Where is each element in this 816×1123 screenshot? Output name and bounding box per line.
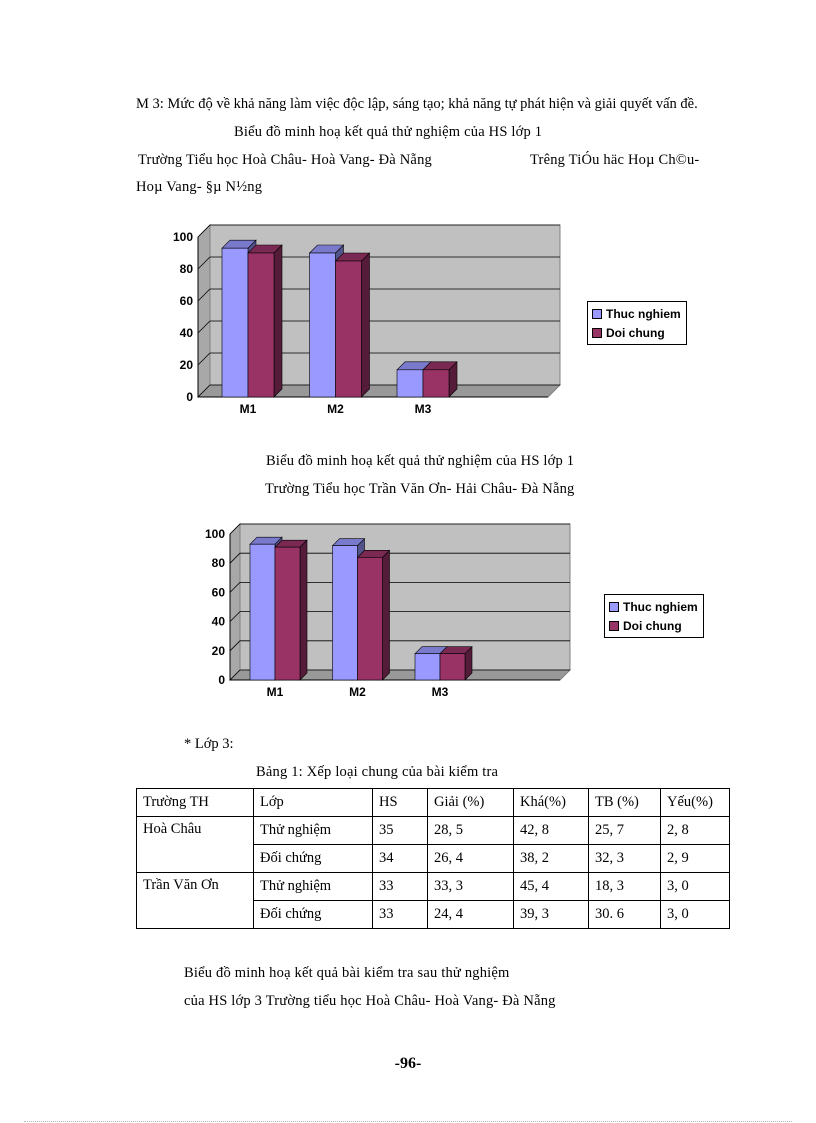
y-tick-label: 40 bbox=[179, 326, 193, 340]
table-cell: Thử nghiệm bbox=[254, 817, 373, 845]
chart-2-legend bbox=[604, 594, 704, 638]
bar bbox=[358, 557, 383, 680]
grade-table bbox=[136, 788, 730, 929]
bar bbox=[415, 654, 440, 680]
legend-swatch-thuc-nghiem bbox=[592, 309, 602, 319]
page-number: -96- bbox=[394, 1055, 422, 1072]
table-row bbox=[137, 817, 730, 845]
bar-side bbox=[362, 253, 370, 397]
bar-side bbox=[274, 245, 282, 397]
bar bbox=[397, 370, 423, 397]
school-cell: Hoà Châu bbox=[137, 817, 254, 873]
table-cell: 33 bbox=[373, 901, 428, 929]
chart-side-wall bbox=[230, 524, 240, 680]
y-tick-label: 80 bbox=[179, 262, 193, 276]
chart-side-wall bbox=[198, 225, 210, 397]
bar bbox=[333, 546, 358, 680]
x-tick-label: M3 bbox=[414, 402, 432, 416]
bar-chart-2-plot bbox=[190, 516, 590, 706]
legend-label-thuc-nghiem: Thuc nghiem bbox=[606, 306, 681, 321]
chart2-caption-line1: Biểu đồ minh hoạ kết quả thử nghiệm của HS lớp 1 bbox=[266, 453, 575, 469]
x-tick-label: M2 bbox=[327, 402, 344, 416]
chart1-caption-line2-right: Trêng TiÓu häc Hoµ Ch©u- bbox=[530, 152, 700, 168]
chart2-caption-line2: Trường Tiểu học Trần Văn Ơn- Hải Châu- Đà Nẵng bbox=[265, 481, 575, 497]
table-cell: 35 bbox=[373, 817, 428, 845]
table-cell: 3, 0 bbox=[661, 901, 730, 929]
table-cell: Đối chứng bbox=[254, 845, 373, 873]
page-bottom-rule bbox=[24, 1121, 792, 1122]
table-cell: 34 bbox=[373, 845, 428, 873]
bar-chart-1-plot bbox=[160, 215, 580, 430]
bottom-caption-line1: Biểu đồ minh hoạ kết quả bài kiểm tra sau thử nghiệm bbox=[184, 965, 510, 981]
y-tick-label: 80 bbox=[211, 556, 225, 571]
legend-swatch-thuc-nghiem bbox=[609, 602, 619, 612]
bar bbox=[336, 261, 362, 397]
table-cell: 2, 9 bbox=[661, 845, 730, 873]
table-cell: 25, 7 bbox=[589, 817, 661, 845]
bar-chart-2 bbox=[190, 516, 590, 706]
class-3-section-label: * Lớp 3: bbox=[184, 736, 234, 752]
legend-label-doi-chung: Doi chung bbox=[623, 618, 682, 633]
y-tick-label: 20 bbox=[179, 358, 193, 372]
bar bbox=[440, 654, 465, 680]
table-cell: 3, 0 bbox=[661, 873, 730, 901]
chart-1-legend bbox=[587, 301, 687, 345]
table-cell: Đối chứng bbox=[254, 901, 373, 929]
table-cell: 30. 6 bbox=[589, 901, 661, 929]
y-tick-label: 20 bbox=[211, 643, 225, 658]
y-tick-label: 100 bbox=[204, 527, 225, 541]
section-heading: M 3: Mức độ về khả năng làm việc độc lập, sáng tạo; khả năng tự phát hiện và giải quyết vấn đề. bbox=[136, 96, 698, 112]
legend-swatch-doi-chung bbox=[592, 328, 602, 338]
x-tick-label: M1 bbox=[266, 685, 284, 699]
bar bbox=[423, 370, 449, 397]
header-kha: Khá(%) bbox=[514, 789, 589, 817]
header-gioi: Giải (%) bbox=[428, 789, 514, 817]
y-tick-label: 40 bbox=[211, 614, 225, 629]
bar-side bbox=[300, 540, 307, 680]
y-tick-label: 0 bbox=[218, 673, 225, 687]
table-cell: 39, 3 bbox=[514, 901, 589, 929]
header-yeu: Yếu(%) bbox=[661, 789, 730, 817]
legend-item-doi-chung bbox=[609, 616, 698, 635]
bar bbox=[310, 253, 336, 397]
table-cell: 26, 4 bbox=[428, 845, 514, 873]
table-cell: 38, 2 bbox=[514, 845, 589, 873]
chart1-caption-line2-left: Trường Tiểu học Hoà Châu- Hoà Vang- Đà Nẵng bbox=[138, 152, 432, 168]
legend-label-thuc-nghiem: Thuc nghiem bbox=[623, 599, 698, 614]
table-cell: 45, 4 bbox=[514, 873, 589, 901]
table-title: Bảng 1: Xếp loại chung của bài kiểm tra bbox=[256, 764, 499, 780]
header-hs: HS bbox=[373, 789, 428, 817]
table-cell: 18, 3 bbox=[589, 873, 661, 901]
table-cell: 28, 5 bbox=[428, 817, 514, 845]
bar bbox=[250, 544, 275, 680]
legend-item-thuc-nghiem bbox=[592, 304, 681, 323]
bottom-caption-line2: của HS lớp 3 Trường tiểu học Hoà Châu- Hoà Vang- Đà Nẵng bbox=[184, 993, 556, 1009]
table-header-row bbox=[137, 789, 730, 817]
y-tick-label: 60 bbox=[179, 294, 193, 308]
header-tb: TB (%) bbox=[589, 789, 661, 817]
y-tick-label: 0 bbox=[186, 390, 193, 404]
x-tick-label: M2 bbox=[349, 685, 366, 699]
x-tick-label: M3 bbox=[431, 685, 449, 699]
header-class: Lớp bbox=[254, 789, 373, 817]
chart1-caption-line3: Hoµ Vang- §µ N½ng bbox=[136, 179, 263, 195]
table-cell: Thử nghiệm bbox=[254, 873, 373, 901]
legend-item-thuc-nghiem bbox=[609, 597, 698, 616]
bar bbox=[248, 253, 274, 397]
header-school: Trường TH bbox=[137, 789, 254, 817]
table-cell: 33 bbox=[373, 873, 428, 901]
table-cell: 2, 8 bbox=[661, 817, 730, 845]
bar bbox=[222, 248, 248, 397]
y-tick-label: 100 bbox=[172, 230, 193, 244]
y-tick-label: 60 bbox=[211, 585, 225, 600]
table-cell: 32, 3 bbox=[589, 845, 661, 873]
school-cell: Trần Văn Ơn bbox=[137, 873, 254, 929]
legend-swatch-doi-chung bbox=[609, 621, 619, 631]
bar-side bbox=[383, 550, 390, 680]
table-cell: 24, 4 bbox=[428, 901, 514, 929]
chart1-caption-line1: Biểu đồ minh hoạ kết quả thử nghiệm của HS lớp 1 bbox=[234, 124, 543, 140]
bar-chart-1 bbox=[160, 215, 580, 430]
table-cell: 33, 3 bbox=[428, 873, 514, 901]
legend-item-doi-chung bbox=[592, 323, 681, 342]
table-row bbox=[137, 873, 730, 901]
x-tick-label: M1 bbox=[239, 402, 257, 416]
legend-label-doi-chung: Doi chung bbox=[606, 325, 665, 340]
bar bbox=[275, 547, 300, 680]
table-cell: 42, 8 bbox=[514, 817, 589, 845]
